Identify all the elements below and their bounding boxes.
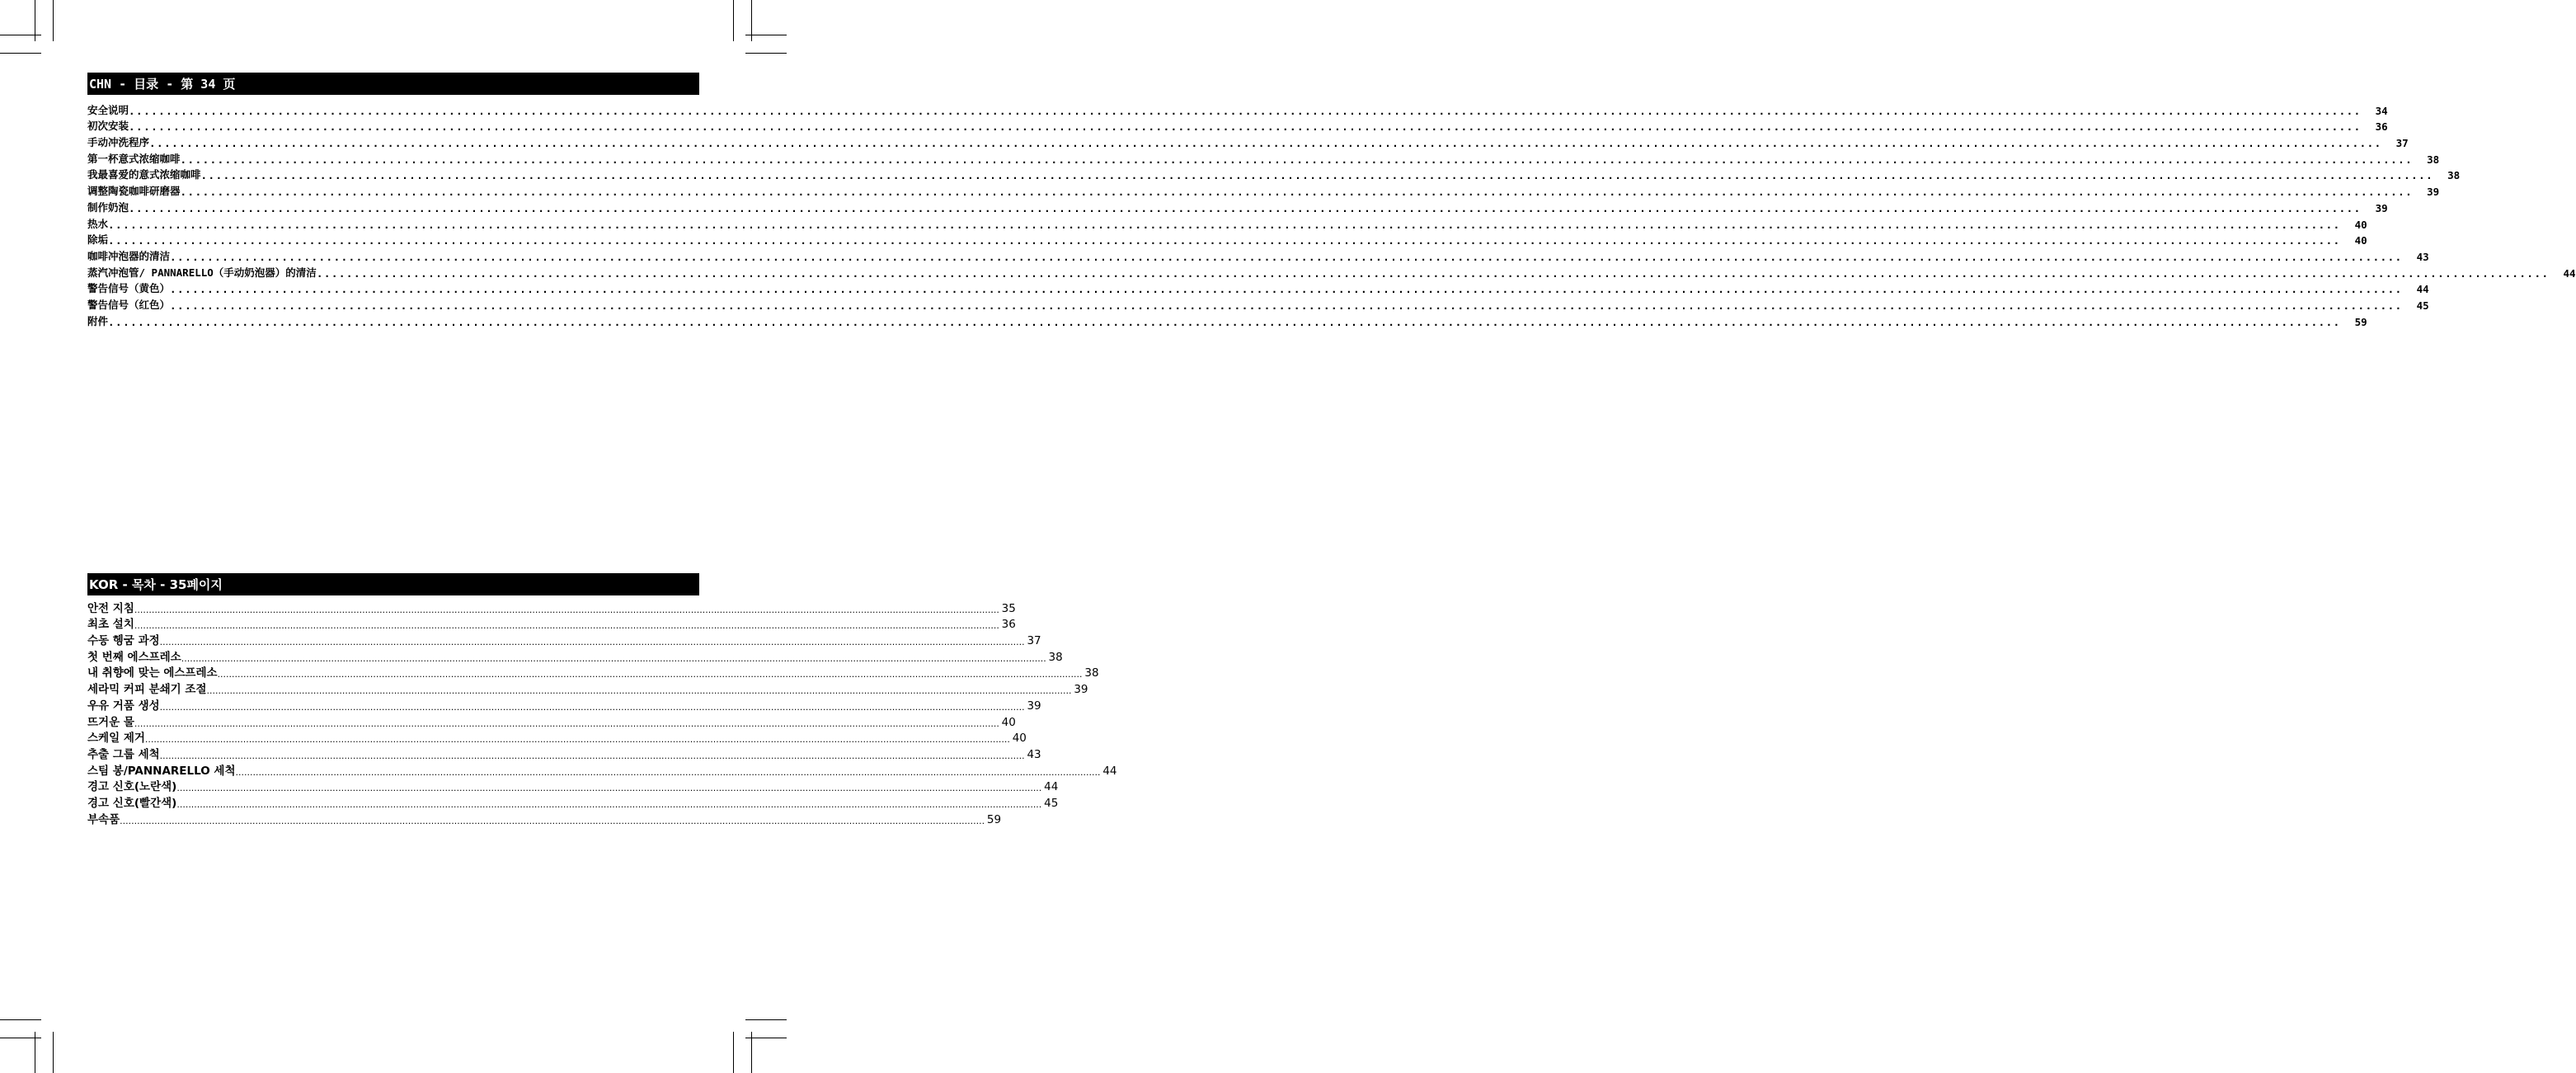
toc-entry-label: 初次安装	[87, 120, 129, 133]
toc-entry-page: 36	[2375, 120, 2388, 134]
dot-leader: ............................................................................................................................................................................................................................................................................................................	[159, 637, 1025, 648]
toc-entry-page: 40	[2354, 218, 2367, 231]
toc-entry-label: 경고 신호(노란색)	[87, 780, 177, 794]
dot-leader: ............................................................................................................................................................................................................................................................................................................	[134, 620, 999, 632]
crop-mark	[0, 1019, 41, 1020]
toc-entry-label: 내 취향에 맞는 에스프레소	[87, 666, 218, 680]
toc-entry	[87, 231, 2367, 247]
dot-leader: ............................................................................................................................................................................................................................................................................................................	[159, 701, 1025, 713]
toc-entry-label: 스팀 봉/PANNARELLO 세척	[87, 764, 236, 778]
toc-entry-label: 우유 거품 생성	[87, 699, 160, 713]
toc-entry-label: 스케일 제거	[87, 732, 145, 746]
dot-leader: ............................................................................................................................................................................................................................................................................................................	[108, 218, 2341, 231]
toc-entry	[87, 166, 2461, 182]
toc-entry-label: 세라믹 커피 분쇄기 조절	[87, 683, 207, 697]
toc-entry	[87, 312, 2367, 328]
toc-entry-label: 警告信号（红色）	[87, 298, 171, 311]
toc-entry-label: 부속품	[87, 812, 120, 826]
toc-entry-page: 34	[2375, 104, 2388, 117]
dot-leader: ............................................................................................................................................................................................................................................................................................................	[134, 604, 999, 615]
toc-entry	[87, 133, 2409, 150]
toc-entry-page: 40	[2354, 234, 2367, 247]
toc-entry-label: 我最喜爱的意式浓缩咖啡	[87, 168, 201, 181]
toc-entry	[87, 615, 1016, 632]
toc-entry-label: 경고 신호(빨간색)	[87, 796, 177, 810]
toc-entry	[87, 793, 1059, 810]
dot-leader: ............................................................................................................................................................................................................................................................................................................	[129, 201, 2362, 214]
toc-entry	[87, 214, 2367, 231]
toc-entry-page: 44	[2416, 283, 2429, 296]
toc-entry-page: 35	[1001, 601, 1016, 615]
toc-entry-page: 38	[1084, 666, 1099, 680]
kor-toc-list	[87, 599, 1117, 826]
toc-entry	[87, 599, 1016, 615]
toc-entry	[87, 198, 2388, 214]
crop-mark	[733, 1032, 734, 1073]
toc-entry	[87, 696, 1041, 713]
toc-entry-label: 附件	[87, 314, 109, 327]
chn-toc-list	[87, 101, 2576, 328]
toc-entry	[87, 664, 1099, 680]
dot-leader: ............................................................................................................................................................................................................................................................................................................	[176, 798, 1042, 810]
toc-entry-label: 최초 설치	[87, 618, 134, 632]
toc-entry	[87, 263, 2576, 280]
toc-entry-page: 44	[2563, 266, 2576, 280]
toc-entry-label: 手动冲洗程序	[87, 136, 150, 149]
toc-entry-page: 37	[1027, 634, 1041, 648]
toc-entry-label: 수동 헹굼 과정	[87, 634, 160, 648]
toc-entry-page: 39	[2427, 186, 2440, 199]
toc-entry-label: 制作奶泡	[87, 200, 129, 214]
dot-leader: ............................................................................................................................................................................................................................................................................................................	[129, 120, 2362, 134]
toc-entry-page: 38	[2447, 169, 2461, 182]
toc-entry-page: 39	[1074, 683, 1088, 697]
toc-entry-label: 除垢	[87, 233, 109, 247]
toc-entry	[87, 680, 1088, 697]
dot-leader: ............................................................................................................................................................................................................................................................................................................	[108, 234, 2341, 247]
dot-leader: ............................................................................................................................................................................................................................................................................................................	[129, 104, 2362, 117]
dot-leader: ............................................................................................................................................................................................................................................................................................................	[120, 815, 985, 826]
toc-entry	[87, 247, 2429, 263]
crop-mark	[733, 0, 734, 41]
toc-entry-page: 44	[1044, 780, 1059, 794]
dot-leader: ............................................................................................................................................................................................................................................................................................................	[180, 186, 2414, 199]
chn-toc-section	[87, 73, 2576, 328]
toc-entry	[87, 761, 1117, 778]
dot-leader: ............................................................................................................................................................................................................................................................................................................	[149, 137, 2382, 150]
toc-entry-label: 안전 지침	[87, 601, 134, 615]
toc-entry-page: 45	[1044, 796, 1059, 810]
dot-leader: ............................................................................................................................................................................................................................................................................................................	[159, 750, 1025, 761]
toc-entry-page: 40	[1001, 715, 1016, 729]
toc-entry	[87, 101, 2388, 117]
toc-entry-label: 추출 그룹 세척	[87, 747, 160, 761]
toc-entry-label: 警告信号（黄色）	[87, 282, 171, 295]
dot-leader: ............................................................................................................................................................................................................................................................................................................	[108, 315, 2341, 328]
crop-mark	[53, 1032, 54, 1073]
toc-entry	[87, 117, 2388, 134]
toc-entry	[87, 280, 2429, 296]
toc-entry-page: 45	[2416, 299, 2429, 312]
toc-entry-page: 44	[1102, 764, 1117, 778]
toc-entry-label: 第一杯意式浓缩咖啡	[87, 152, 181, 165]
toc-entry-label: 咖啡冲泡器的清洁	[87, 249, 171, 262]
toc-entry-page: 38	[1048, 650, 1063, 664]
toc-entry-page: 37	[2395, 137, 2409, 150]
dot-leader: ............................................................................................................................................................................................................................................................................................................	[170, 283, 2403, 296]
dot-leader: ............................................................................................................................................................................................................................................................................................................	[170, 250, 2403, 263]
toc-entry-page: 43	[2416, 250, 2429, 263]
toc-entry	[87, 778, 1059, 794]
toc-entry-page: 38	[2427, 153, 2440, 166]
toc-entry-label: 뜨거운 물	[87, 715, 134, 729]
toc-entry	[87, 729, 1027, 746]
toc-entry	[87, 295, 2429, 312]
crop-mark	[751, 0, 752, 41]
dot-leader: ............................................................................................................................................................................................................................................................................................................	[316, 266, 2550, 280]
toc-entry-page: 39	[1027, 699, 1041, 713]
toc-entry-page: 59	[986, 812, 1002, 826]
dot-leader: ............................................................................................................................................................................................................................................................................................................	[170, 299, 2403, 312]
crop-mark	[745, 1019, 787, 1020]
dot-leader: ............................................................................................................................................................................................................................................................................................................	[217, 669, 1083, 680]
toc-entry-page: 40	[1012, 732, 1027, 746]
toc-entry-label: 蒸汽冲泡管/ PANNARELLO（手动奶泡器）的清洁	[87, 266, 317, 279]
toc-entry	[87, 810, 1002, 826]
toc-entry-page: 36	[1001, 618, 1016, 632]
toc-entry	[87, 713, 1016, 729]
dot-leader: ............................................................................................................................................................................................................................................................................................................	[200, 169, 2434, 182]
dot-leader: ............................................................................................................................................................................................................................................................................................................	[181, 652, 1046, 664]
chn-toc-header: CHN - 目录 - 第 34 页	[87, 73, 699, 95]
dot-leader: ............................................................................................................................................................................................................................................................................................................	[180, 153, 2414, 166]
toc-entry-page: 39	[2375, 201, 2388, 214]
toc-entry	[87, 149, 2440, 166]
dot-leader: ............................................................................................................................................................................................................................................................................................................	[144, 734, 1010, 746]
crop-mark	[0, 53, 41, 54]
toc-entry-page: 59	[2354, 315, 2367, 328]
dot-leader: ............................................................................................................................................................................................................................................................................................................	[235, 766, 1101, 778]
toc-entry	[87, 647, 1063, 664]
toc-entry-page: 43	[1027, 747, 1041, 761]
toc-entry	[87, 181, 2440, 199]
crop-mark	[745, 53, 787, 54]
toc-entry-label: 调整陶瓷咖啡研磨器	[87, 185, 181, 198]
kor-toc-header: KOR - 목차 - 35페이지	[87, 573, 699, 595]
dot-leader: ............................................................................................................................................................................................................................................................................................................	[134, 718, 999, 729]
kor-toc-section	[87, 573, 1117, 826]
crop-mark	[751, 1032, 752, 1073]
dot-leader: ............................................................................................................................................................................................................................................................................................................	[176, 783, 1042, 794]
toc-entry-label: 热水	[87, 217, 109, 230]
toc-entry	[87, 631, 1041, 648]
dot-leader: ............................................................................................................................................................................................................................................................................................................	[206, 685, 1072, 697]
toc-entry-label: 첫 번째 에스프레소	[87, 650, 181, 664]
toc-entry-label: 安全说明	[87, 103, 129, 116]
toc-entry	[87, 745, 1041, 761]
crop-mark	[53, 0, 54, 41]
